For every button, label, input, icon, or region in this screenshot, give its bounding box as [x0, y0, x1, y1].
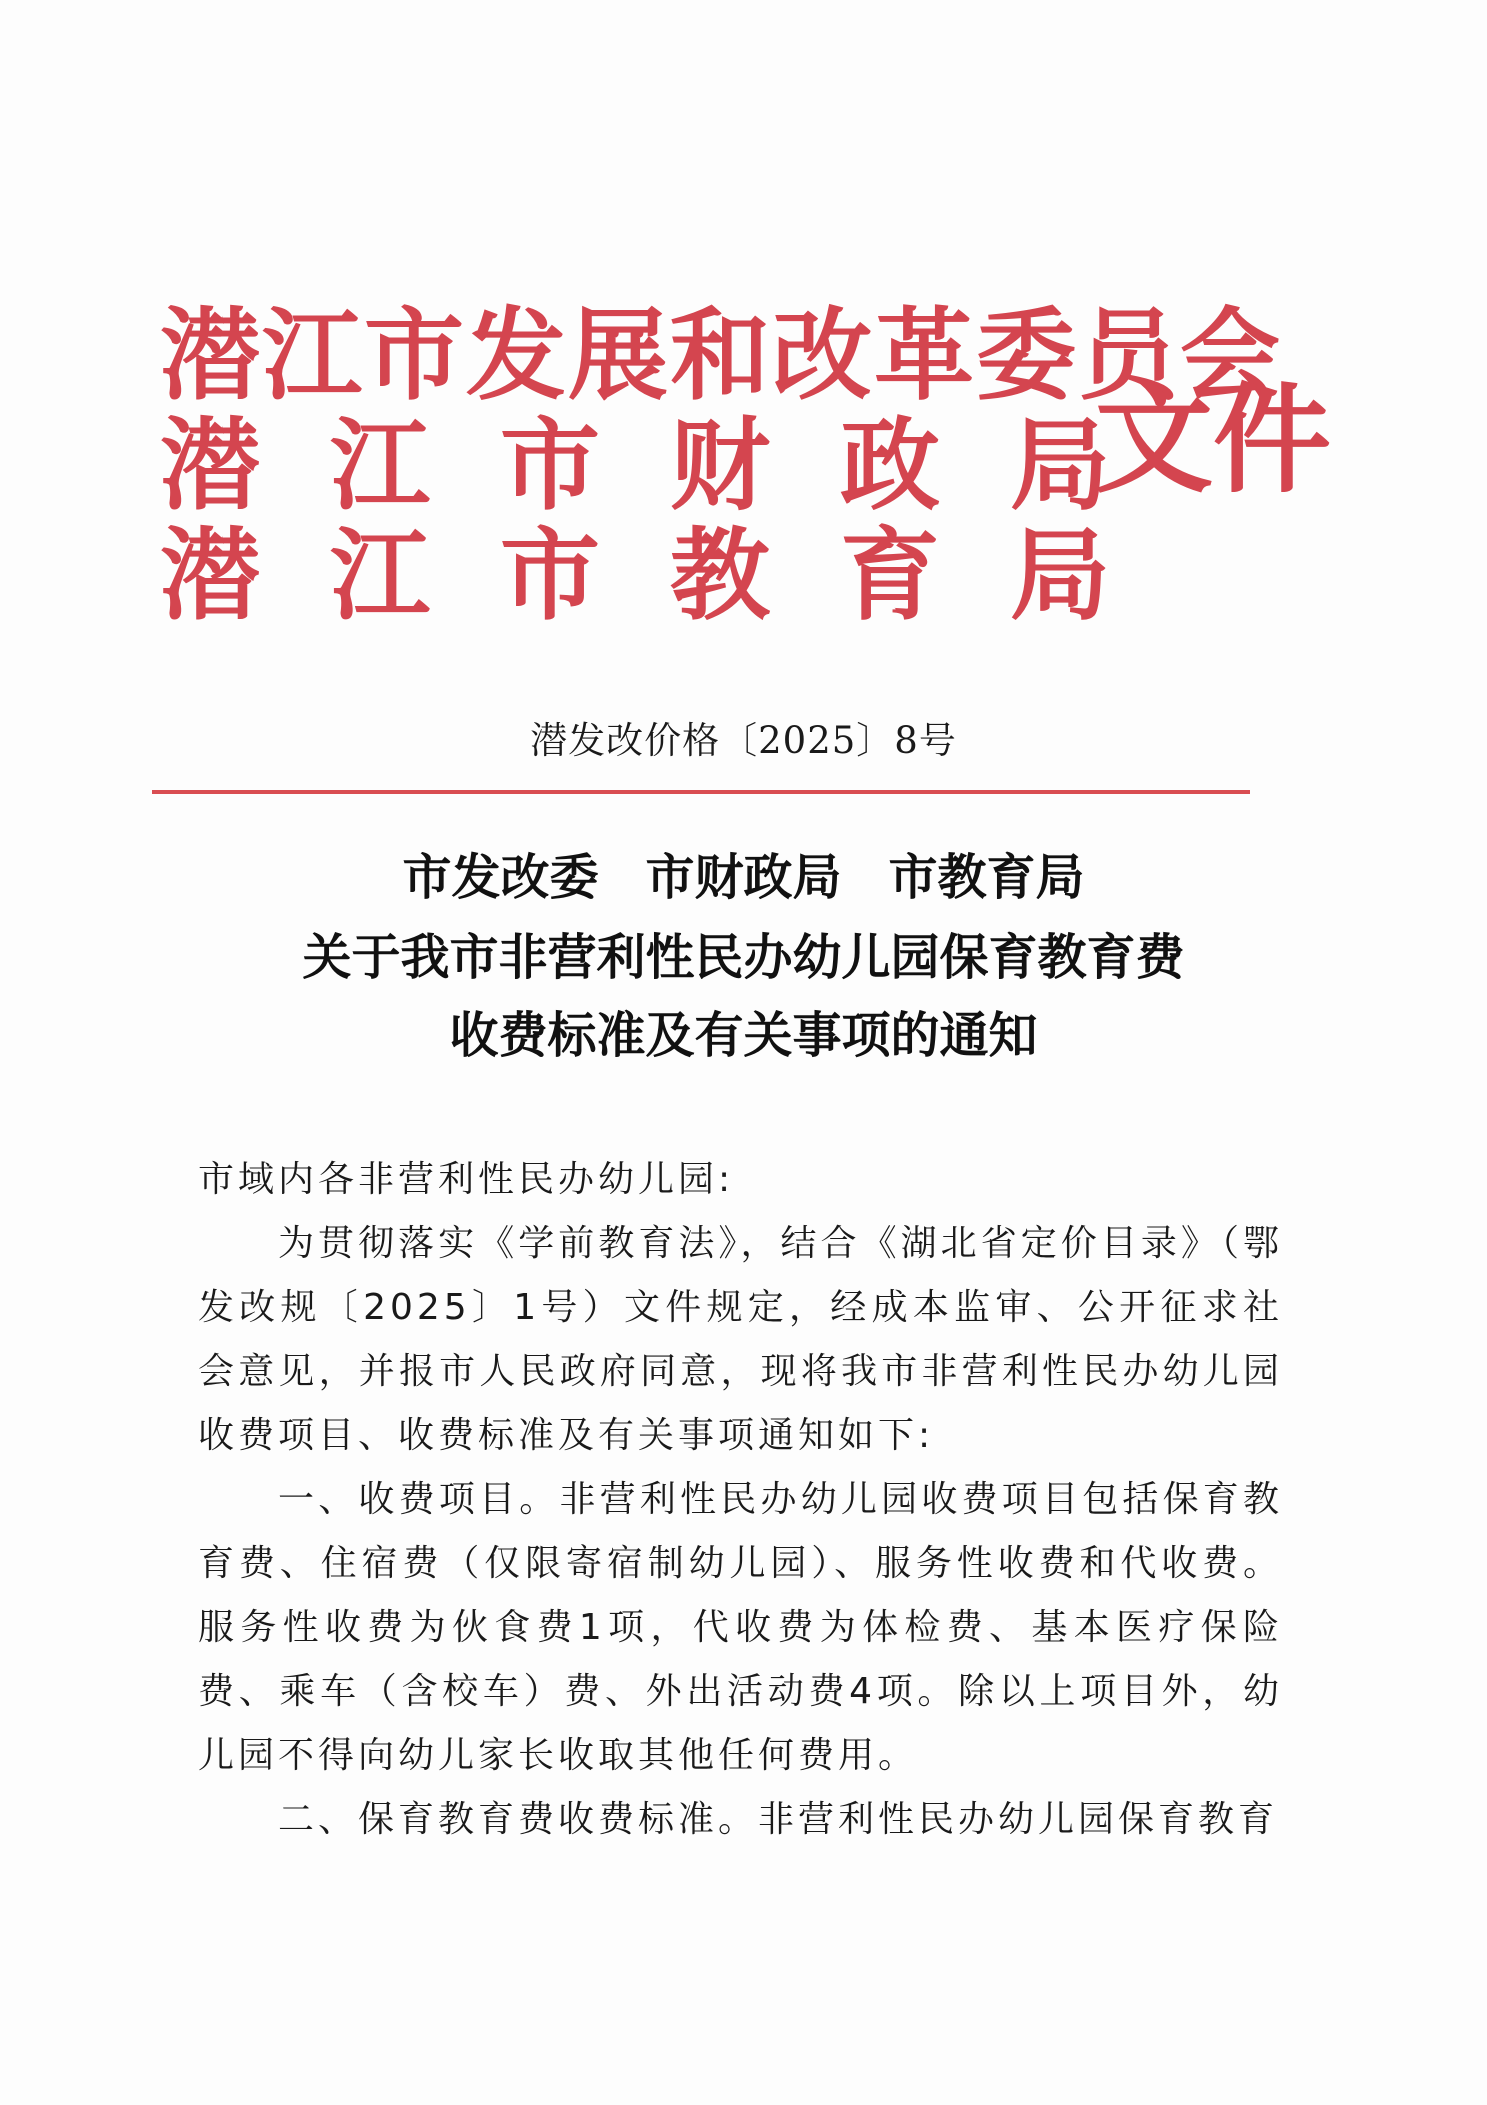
letterhead-suffix: 文件	[1095, 370, 1332, 509]
paragraph-2: 一、收费项目。非营利性民办幼儿园收费项目包括保育教育费、住宿费（仅限寄宿制幼儿园）、服务性收费和代收费。服务性收费为伙食费1项，代收费为体检费、基本医疗保险费、乘车（含校车）费、外出活动费4项。除以上项目外，幼儿园不得向幼儿家长收取其他任何费用。	[198, 1479, 1283, 1776]
title-line-3: 收费标准及有关事项的通知	[449, 1006, 1038, 1064]
paragraph-1: 为贯彻落实《学前教育法》，结合《湖北省定价目录》（鄂发改规〔2025〕1号）文件规定，经成本监审、公开征求社会意见，并报市人民政府同意，现将我市非营利性民办幼儿园收费项目、收费标准及有关事项通知如下:	[198, 1223, 1283, 1456]
title-line-1: 市发改委 市财政局 市教育局	[402, 848, 1085, 906]
letterhead-line-2: 潜江市财政局	[160, 406, 1180, 524]
document-body	[198, 1148, 1283, 1852]
letterhead-line-1: 潜江市发展和改革委员会	[160, 296, 1282, 414]
document-number: 潜发改价格〔2025〕8号	[530, 719, 957, 762]
letterhead-line-3: 潜江市教育局	[160, 516, 1180, 634]
paragraph-3: 二、保育教育费收费标准。非营利性民办幼儿园保育教育	[278, 1799, 1279, 1840]
salutation: 市域内各非营利性民办幼儿园:	[198, 1159, 735, 1200]
title-line-2: 关于我市非营利性民办幼儿园保育教育费	[302, 928, 1185, 986]
red-divider	[152, 790, 1250, 794]
